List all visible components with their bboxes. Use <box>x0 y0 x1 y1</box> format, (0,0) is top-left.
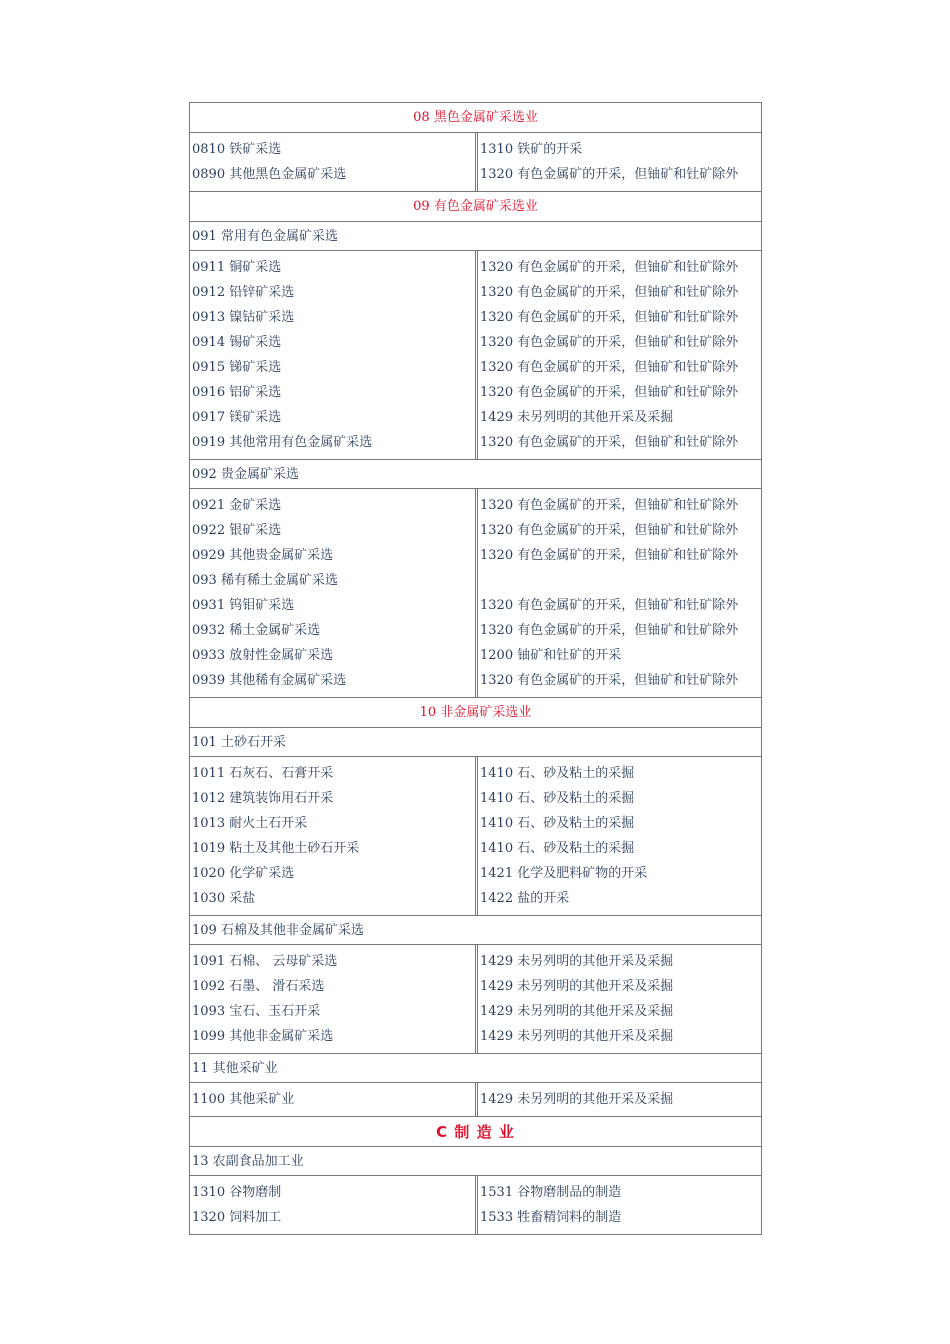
subsection-label: 101 土砂石开采 <box>190 728 761 757</box>
classification-table <box>189 102 762 1235</box>
old-code-column <box>477 251 761 459</box>
new-code-entry: 0933 放射性金属矿采选 <box>192 648 334 663</box>
new-code-entry: 1100 其他采矿业 <box>192 1092 295 1107</box>
new-code-column <box>190 1083 476 1116</box>
old-code-entry: 1320 有色金属矿的开采，但铀矿和钍矿除外 <box>480 335 739 350</box>
new-code-entry: 0912 铅锌矿采选 <box>192 285 295 300</box>
new-code-entry: 1013 耐火土石开采 <box>192 816 308 831</box>
subsection-label: 109 石棉及其他非金属矿采选 <box>190 916 761 945</box>
new-code-entry: 1019 粘土及其他土砂石开采 <box>192 841 360 856</box>
old-code-entry: 1320 有色金属矿的开采，但铀矿和钍矿除外 <box>480 167 739 182</box>
new-code-entry: 0939 其他稀有金属矿采选 <box>192 673 347 688</box>
new-code-entry: 1092 石墨、 滑石采选 <box>192 979 325 994</box>
new-code-column <box>190 489 476 697</box>
new-code-entry: 0913 镍钴矿采选 <box>192 310 295 325</box>
old-code-entry: 1320 有色金属矿的开采，但铀矿和钍矿除外 <box>480 523 739 538</box>
new-code-entry: 1020 化学矿采选 <box>192 866 295 881</box>
old-code-entry: 1422 盐的开采 <box>480 891 570 906</box>
new-code-column <box>190 133 476 191</box>
new-code-entry: 0919 其他常用有色金属矿采选 <box>192 435 373 450</box>
section-heading: C 制 造 业 <box>190 1117 761 1147</box>
subsection-label: 092 贵金属矿采选 <box>190 460 761 489</box>
old-code-entry: 1429 未另列明的其他开采及采掘 <box>480 1092 674 1107</box>
old-code-entry: 1410 石、砂及粘土的采掘 <box>480 841 635 856</box>
old-code-entry: 1410 石、砂及粘土的采掘 <box>480 816 635 831</box>
old-code-entry: 1410 石、砂及粘土的采掘 <box>480 766 635 781</box>
old-code-entry: 1320 有色金属矿的开采，但铀矿和钍矿除外 <box>480 310 739 325</box>
new-code-entry: 0915 锑矿采选 <box>192 360 282 375</box>
subsection-label: 11 其他采矿业 <box>190 1054 761 1083</box>
new-code-entry: 1012 建筑装饰用石开采 <box>192 791 334 806</box>
old-code-entry: 1320 有色金属矿的开采，但铀矿和钍矿除外 <box>480 260 739 275</box>
new-code-entry: 0890 其他黑色金属矿采选 <box>192 167 347 182</box>
old-code-entry: 1531 谷物磨制品的制造 <box>480 1185 622 1200</box>
new-code-entry: 0922 银矿采选 <box>192 523 282 538</box>
new-code-entry: 093 稀有稀土金属矿采选 <box>192 573 338 588</box>
new-code-entry: 1030 采盐 <box>192 891 256 906</box>
old-code-entry: 1429 未另列明的其他开采及采掘 <box>480 979 674 994</box>
old-code-entry: 1429 未另列明的其他开采及采掘 <box>480 410 674 425</box>
old-code-entry: 1320 有色金属矿的开采，但铀矿和钍矿除外 <box>480 673 739 688</box>
new-code-entry: 0932 稀土金属矿采选 <box>192 623 321 638</box>
old-code-column <box>477 1083 761 1116</box>
new-code-column <box>190 945 476 1053</box>
code-mapping-row <box>190 133 761 192</box>
new-code-column <box>190 757 476 915</box>
new-code-column <box>190 251 476 459</box>
old-code-entry: 1421 化学及肥料矿物的开采 <box>480 866 648 881</box>
old-code-entry: 1320 有色金属矿的开采，但铀矿和钍矿除外 <box>480 360 739 375</box>
old-code-column <box>477 945 761 1053</box>
code-mapping-row <box>190 1083 761 1117</box>
old-code-entry: 1320 有色金属矿的开采，但铀矿和钍矿除外 <box>480 285 739 300</box>
old-code-entry: 1429 未另列明的其他开采及采掘 <box>480 1004 674 1019</box>
old-code-column <box>477 757 761 915</box>
old-code-entry <box>480 568 761 593</box>
new-code-entry: 1011 石灰石、石膏开采 <box>192 766 334 781</box>
old-code-entry: 1410 石、砂及粘土的采掘 <box>480 791 635 806</box>
old-code-entry: 1320 有色金属矿的开采，但铀矿和钍矿除外 <box>480 598 739 613</box>
new-code-entry: 0929 其他贵金属矿采选 <box>192 548 334 563</box>
code-mapping-row <box>190 945 761 1054</box>
new-code-column <box>190 1176 476 1234</box>
new-code-entry: 1091 石棉、 云母矿采选 <box>192 954 338 969</box>
code-mapping-row <box>190 251 761 460</box>
old-code-entry: 1320 有色金属矿的开采，但铀矿和钍矿除外 <box>480 548 739 563</box>
section-heading: 08 黑色金属矿采选业 <box>190 103 761 133</box>
section-heading: 09 有色金属矿采选业 <box>190 192 761 222</box>
old-code-entry: 1320 有色金属矿的开采，但铀矿和钍矿除外 <box>480 435 739 450</box>
new-code-entry: 0921 金矿采选 <box>192 498 282 513</box>
new-code-entry: 0917 镁矿采选 <box>192 410 282 425</box>
new-code-entry: 0916 铝矿采选 <box>192 385 282 400</box>
old-code-entry: 1320 有色金属矿的开采，但铀矿和钍矿除外 <box>480 498 739 513</box>
old-code-column <box>477 133 761 191</box>
new-code-entry: 0914 锡矿采选 <box>192 335 282 350</box>
subsection-label: 13 农副食品加工业 <box>190 1147 761 1176</box>
new-code-entry: 0931 钨钼矿采选 <box>192 598 295 613</box>
new-code-entry: 0810 铁矿采选 <box>192 142 282 157</box>
old-code-entry: 1533 牲畜精饲料的制造 <box>480 1210 622 1225</box>
subsection-label: 091 常用有色金属矿采选 <box>190 222 761 251</box>
old-code-entry: 1310 铁矿的开采 <box>480 142 583 157</box>
old-code-column <box>477 489 761 697</box>
code-mapping-row <box>190 1176 761 1235</box>
old-code-entry: 1320 有色金属矿的开采，但铀矿和钍矿除外 <box>480 623 739 638</box>
old-code-entry: 1429 未另列明的其他开采及采掘 <box>480 1029 674 1044</box>
section-heading: 10 非金属矿采选业 <box>190 698 761 728</box>
new-code-entry: 1099 其他非金属矿采选 <box>192 1029 334 1044</box>
new-code-entry: 1310 谷物磨制 <box>192 1185 282 1200</box>
old-code-entry: 1320 有色金属矿的开采，但铀矿和钍矿除外 <box>480 385 739 400</box>
new-code-entry: 1093 宝石、玉石开采 <box>192 1004 321 1019</box>
old-code-entry: 1200 铀矿和钍矿的开采 <box>480 648 622 663</box>
code-mapping-row <box>190 489 761 698</box>
new-code-entry: 1320 饲料加工 <box>192 1210 282 1225</box>
old-code-entry: 1429 未另列明的其他开采及采掘 <box>480 954 674 969</box>
code-mapping-row <box>190 757 761 916</box>
new-code-entry: 0911 铜矿采选 <box>192 260 282 275</box>
old-code-column <box>477 1176 761 1234</box>
